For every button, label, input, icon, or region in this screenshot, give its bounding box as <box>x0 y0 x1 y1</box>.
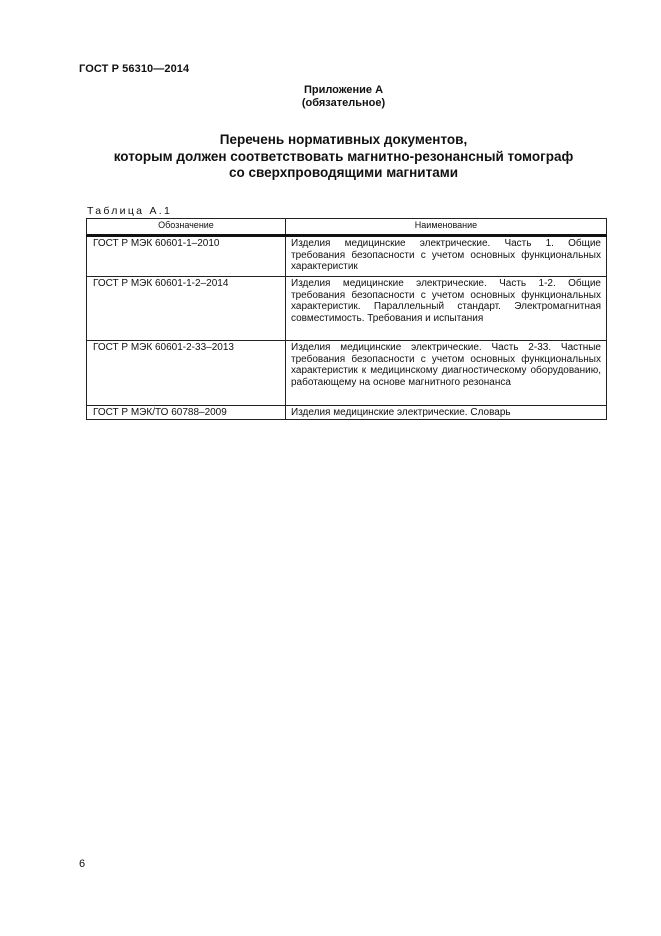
table-row <box>87 236 607 277</box>
name-cell: Изделия медицинские электрические. Часть 1. Общие требования безопасности с учетом основных функциональных характеристик <box>286 236 607 277</box>
table-caption: Таблица А.1 <box>87 205 173 217</box>
appendix-heading <box>0 84 661 110</box>
designation-cell: ГОСТ Р МЭК/ТО 60788–2009 <box>87 406 286 420</box>
document-code: ГОСТ Р 56310—2014 <box>79 63 190 75</box>
table-row <box>87 406 607 420</box>
designation-cell: ГОСТ Р МЭК 60601-1-2–2014 <box>87 277 286 341</box>
title-line-3: со сверхпроводящими магнитами <box>228 165 459 180</box>
appendix-label: Приложение А <box>303 84 384 96</box>
title-line-1: Перечень нормативных документов, <box>219 132 468 147</box>
name-cell: Изделия медицинские электрические. Словарь <box>286 406 607 420</box>
table-row <box>87 277 607 341</box>
column-header-name: Наименование <box>286 219 607 236</box>
title-line-2: которым должен соответствовать магнитно-резонансный томограф <box>113 148 574 164</box>
designation-cell: ГОСТ Р МЭК 60601-1–2010 <box>87 236 286 277</box>
designation-cell: ГОСТ Р МЭК 60601-2-33–2013 <box>87 341 286 406</box>
table-header-row <box>87 219 607 236</box>
page-number: 6 <box>79 858 86 870</box>
table-row <box>87 341 607 406</box>
normative-documents-table <box>86 218 607 420</box>
name-cell: Изделия медицинские электрические. Часть 1-2. Общие требования безопасности с учетом основных функциональных характеристик. Параллельный стандарт. Электромагнитная совместимость. Требования и испытания <box>286 277 607 341</box>
name-cell: Изделия медицинские электрические. Часть 2-33. Частные требования безопасности с учетом основных функциональных характеристик к медицинскому диагностическому оборудованию, работающему на основе магнитного резонанса <box>286 341 607 406</box>
appendix-status: (обязательное) <box>301 97 386 109</box>
page-title <box>0 132 661 182</box>
column-header-designation: Обозначение <box>87 219 286 236</box>
